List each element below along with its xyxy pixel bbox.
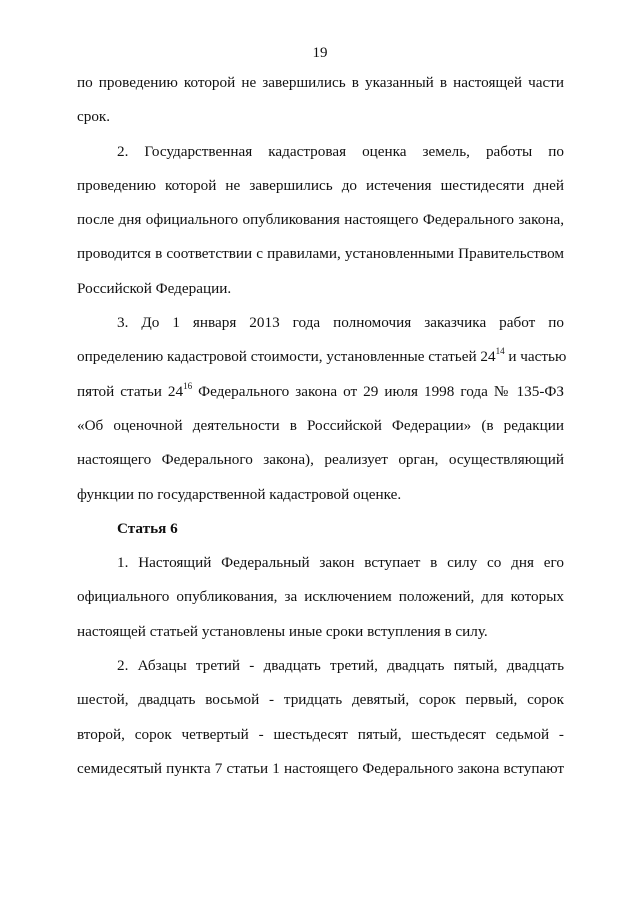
text-line: шестой, двадцать восьмой - тридцать девятый, сорок первый, сорок	[77, 691, 564, 709]
text-line: Российской Федерации.	[77, 279, 232, 297]
text-line	[77, 375, 564, 409]
paragraph-article-6-item-2	[77, 649, 564, 786]
article-heading: Статья 6	[117, 519, 178, 537]
text-line: второй, сорок четвертый - шестьдесят пятый, шестьдесят седьмой -	[77, 725, 564, 743]
text-line	[77, 340, 567, 374]
text-line: по проведению которой не завершились в указанный в настоящей части	[77, 74, 564, 91]
paragraph-article-6-item-1	[77, 546, 564, 649]
paragraph-continuation	[77, 66, 564, 135]
text-fragment: Федерального закона от 29 июля 1998 года № 135-ФЗ	[192, 382, 565, 400]
text-line: настоящего Федерального закона), реализует орган, осуществляющий	[77, 451, 564, 469]
text-line: проводится в соответствии с правилами, установленными Правительством	[77, 245, 564, 263]
text-line: 3. До 1 января 2013 года полномочия заказчика работ по	[117, 314, 564, 332]
page-number: 19	[312, 45, 328, 61]
document-body	[77, 66, 567, 786]
paragraph-item-3	[77, 306, 567, 512]
text-line: функции по государственной кадастровой оценке.	[77, 485, 402, 503]
text-line: настоящей статьей установлены иные сроки вступления в силу.	[77, 622, 488, 640]
text-fragment: определению кадастровой стоимости, установленные статьей 24	[77, 348, 496, 366]
text-line: 2. Государственная кадастровая оценка земель, работы по	[117, 142, 564, 160]
text-line: официального опубликования, за исключением положений, для которых	[77, 588, 564, 606]
text-fragment: пятой статьи 24	[77, 382, 184, 400]
superscript-article-number: 14	[495, 346, 505, 357]
text-line: 1. Настоящий Федеральный закон вступает в силу со дня его	[117, 554, 564, 572]
text-line: срок.	[77, 108, 111, 126]
paragraph-item-2	[77, 135, 564, 306]
text-line: семидесятый пункта 7 статьи 1 настоящего Федерального закона вступают	[77, 759, 564, 777]
text-line: «Об оценочной деятельности в Российской Федерации» (в редакции	[77, 416, 564, 434]
text-line: 2. Абзацы третий - двадцать третий, двадцать пятый, двадцать	[117, 657, 564, 675]
superscript-article-number: 16	[183, 380, 193, 391]
text-line: после дня официального опубликования настоящего Федерального закона,	[77, 211, 564, 229]
text-fragment: и частью	[504, 348, 567, 366]
text-line: проведению которой не завершились до истечения шестидесяти дней	[77, 176, 564, 194]
